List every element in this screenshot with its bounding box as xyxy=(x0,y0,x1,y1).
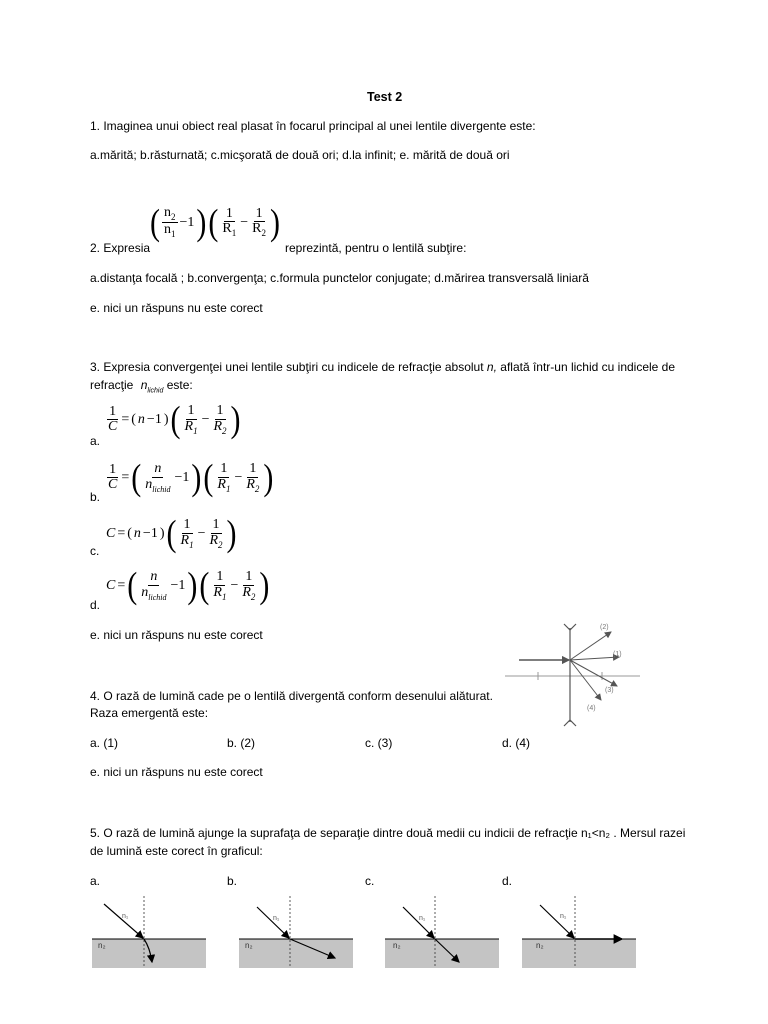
svg-text:n₁: n₁ xyxy=(419,915,426,922)
refraction-graph-d xyxy=(522,896,636,968)
question-1-text: 1. Imaginea unui obiect real plasat în focarul principal al unei lentile divergente este: xyxy=(90,119,536,133)
question-1-options: a.mărită; b.răsturnată; c.micşorată de două ori; d.la infinit; e. mărită de două ori xyxy=(90,148,510,162)
svg-text:n₁: n₁ xyxy=(122,913,129,920)
question-4-option-c: c. (3) xyxy=(365,736,393,750)
refraction-graph-c xyxy=(385,896,499,968)
question-3-formula-a: $\frac{1}{C}$ = ( n −1 ) ( $\frac{1}{R_1}$ − $\frac{1}{R_2}$ ) xyxy=(108,398,241,440)
svg-text:n₂: n₂ xyxy=(393,941,401,950)
question-4-line-2: Raza emergentă este: xyxy=(90,706,209,720)
question-4-option-b: b. (2) xyxy=(227,736,256,750)
label-4: (4) xyxy=(587,705,596,712)
svg-text:n₁: n₁ xyxy=(273,915,280,922)
svg-text:n₂: n₂ xyxy=(536,941,544,950)
svg-text:n₂: n₂ xyxy=(98,941,106,950)
question-3-label-c: c. xyxy=(90,544,100,558)
question-4-option-d: d. (4) xyxy=(502,736,531,750)
question-5-label-d: d. xyxy=(502,874,513,888)
question-2-prefix: 2. Expresia xyxy=(90,241,151,255)
question-5-line-2: de lumină este corect în graficul: xyxy=(90,844,263,858)
question-4-option-a: a. (1) xyxy=(90,736,119,750)
refraction-graph-a xyxy=(92,896,206,968)
label-2: (2) xyxy=(600,624,609,631)
question-2-suffix: reprezintă, pentru o lentilă subţire: xyxy=(285,241,467,255)
question-5-line-1: 5. O rază de lumină ajunge la suprafaţa de separaţie dintre două medii cu indicii de refracţie n₁<n₂ . Mersul razei xyxy=(90,826,686,840)
question-3-formula-d: C = ( $\frac{n}{n_{lichid}}$ −1 ) ( $\frac{1}{R_1}$ − $\frac{1}{R_2}$ ) xyxy=(106,564,270,606)
question-4-line-1: 4. O rază de lumină cade pe o lentilă divergentă conform desenului alăturat. xyxy=(90,689,493,703)
svg-text:n₁: n₁ xyxy=(560,913,567,920)
question-3-formula-c: C = ( n −1 ) ( $\frac{1}{R_1}$ − $\frac{1}{R_2}$ ) xyxy=(106,512,237,554)
refraction-graph-b xyxy=(239,896,353,968)
svg-text:n₂: n₂ xyxy=(245,941,253,950)
question-2-option-e: e. nici un răspuns nu este corect xyxy=(90,301,263,315)
question-3-label-a: a. xyxy=(90,434,101,448)
question-3-formula-b: $\frac{1}{C}$ = ( $\frac{n}{n_{lichid}}$ −1 ) ( $\frac{1}{R_1}$ − $\frac{1}{R_2}$ ) xyxy=(108,456,274,498)
question-2-formula: ( $\frac{n_2}{n_1}$ −1 ) ( $\frac{1}{R_1}$ − $\frac{1}{R_2}$ ) xyxy=(150,201,280,243)
question-3-line-2: refracţie $n_{lichid}$ este: xyxy=(90,378,193,395)
question-3-label-d: d. xyxy=(90,598,101,612)
question-3-label-b: b. xyxy=(90,490,101,504)
question-5-label-b: b. xyxy=(227,874,238,888)
question-2-options: a.distanţa focală ; b.convergenţa; c.formula punctelor conjugate; d.mărirea transversală liniară xyxy=(90,271,589,285)
ray-4 xyxy=(570,660,601,700)
lens-diagram xyxy=(505,618,655,730)
question-3-line-1: 3. Expresia convergenţei unei lentile subţiri cu indicele de refracţie absolut n, aflată într-un lichid cu indicele de xyxy=(90,360,676,374)
ray-1 xyxy=(570,657,619,660)
ray-3 xyxy=(570,660,617,686)
label-1: (1) xyxy=(613,651,622,658)
label-3: (3) xyxy=(605,687,614,694)
question-3-option-e: e. nici un răspuns nu este corect xyxy=(90,628,263,642)
question-5-label-a: a. xyxy=(90,874,101,888)
ray-2 xyxy=(570,632,611,660)
question-4-option-e: e. nici un răspuns nu este corect xyxy=(90,765,263,779)
page-title: Test 2 xyxy=(367,90,403,104)
question-5-label-c: c. xyxy=(365,874,375,888)
